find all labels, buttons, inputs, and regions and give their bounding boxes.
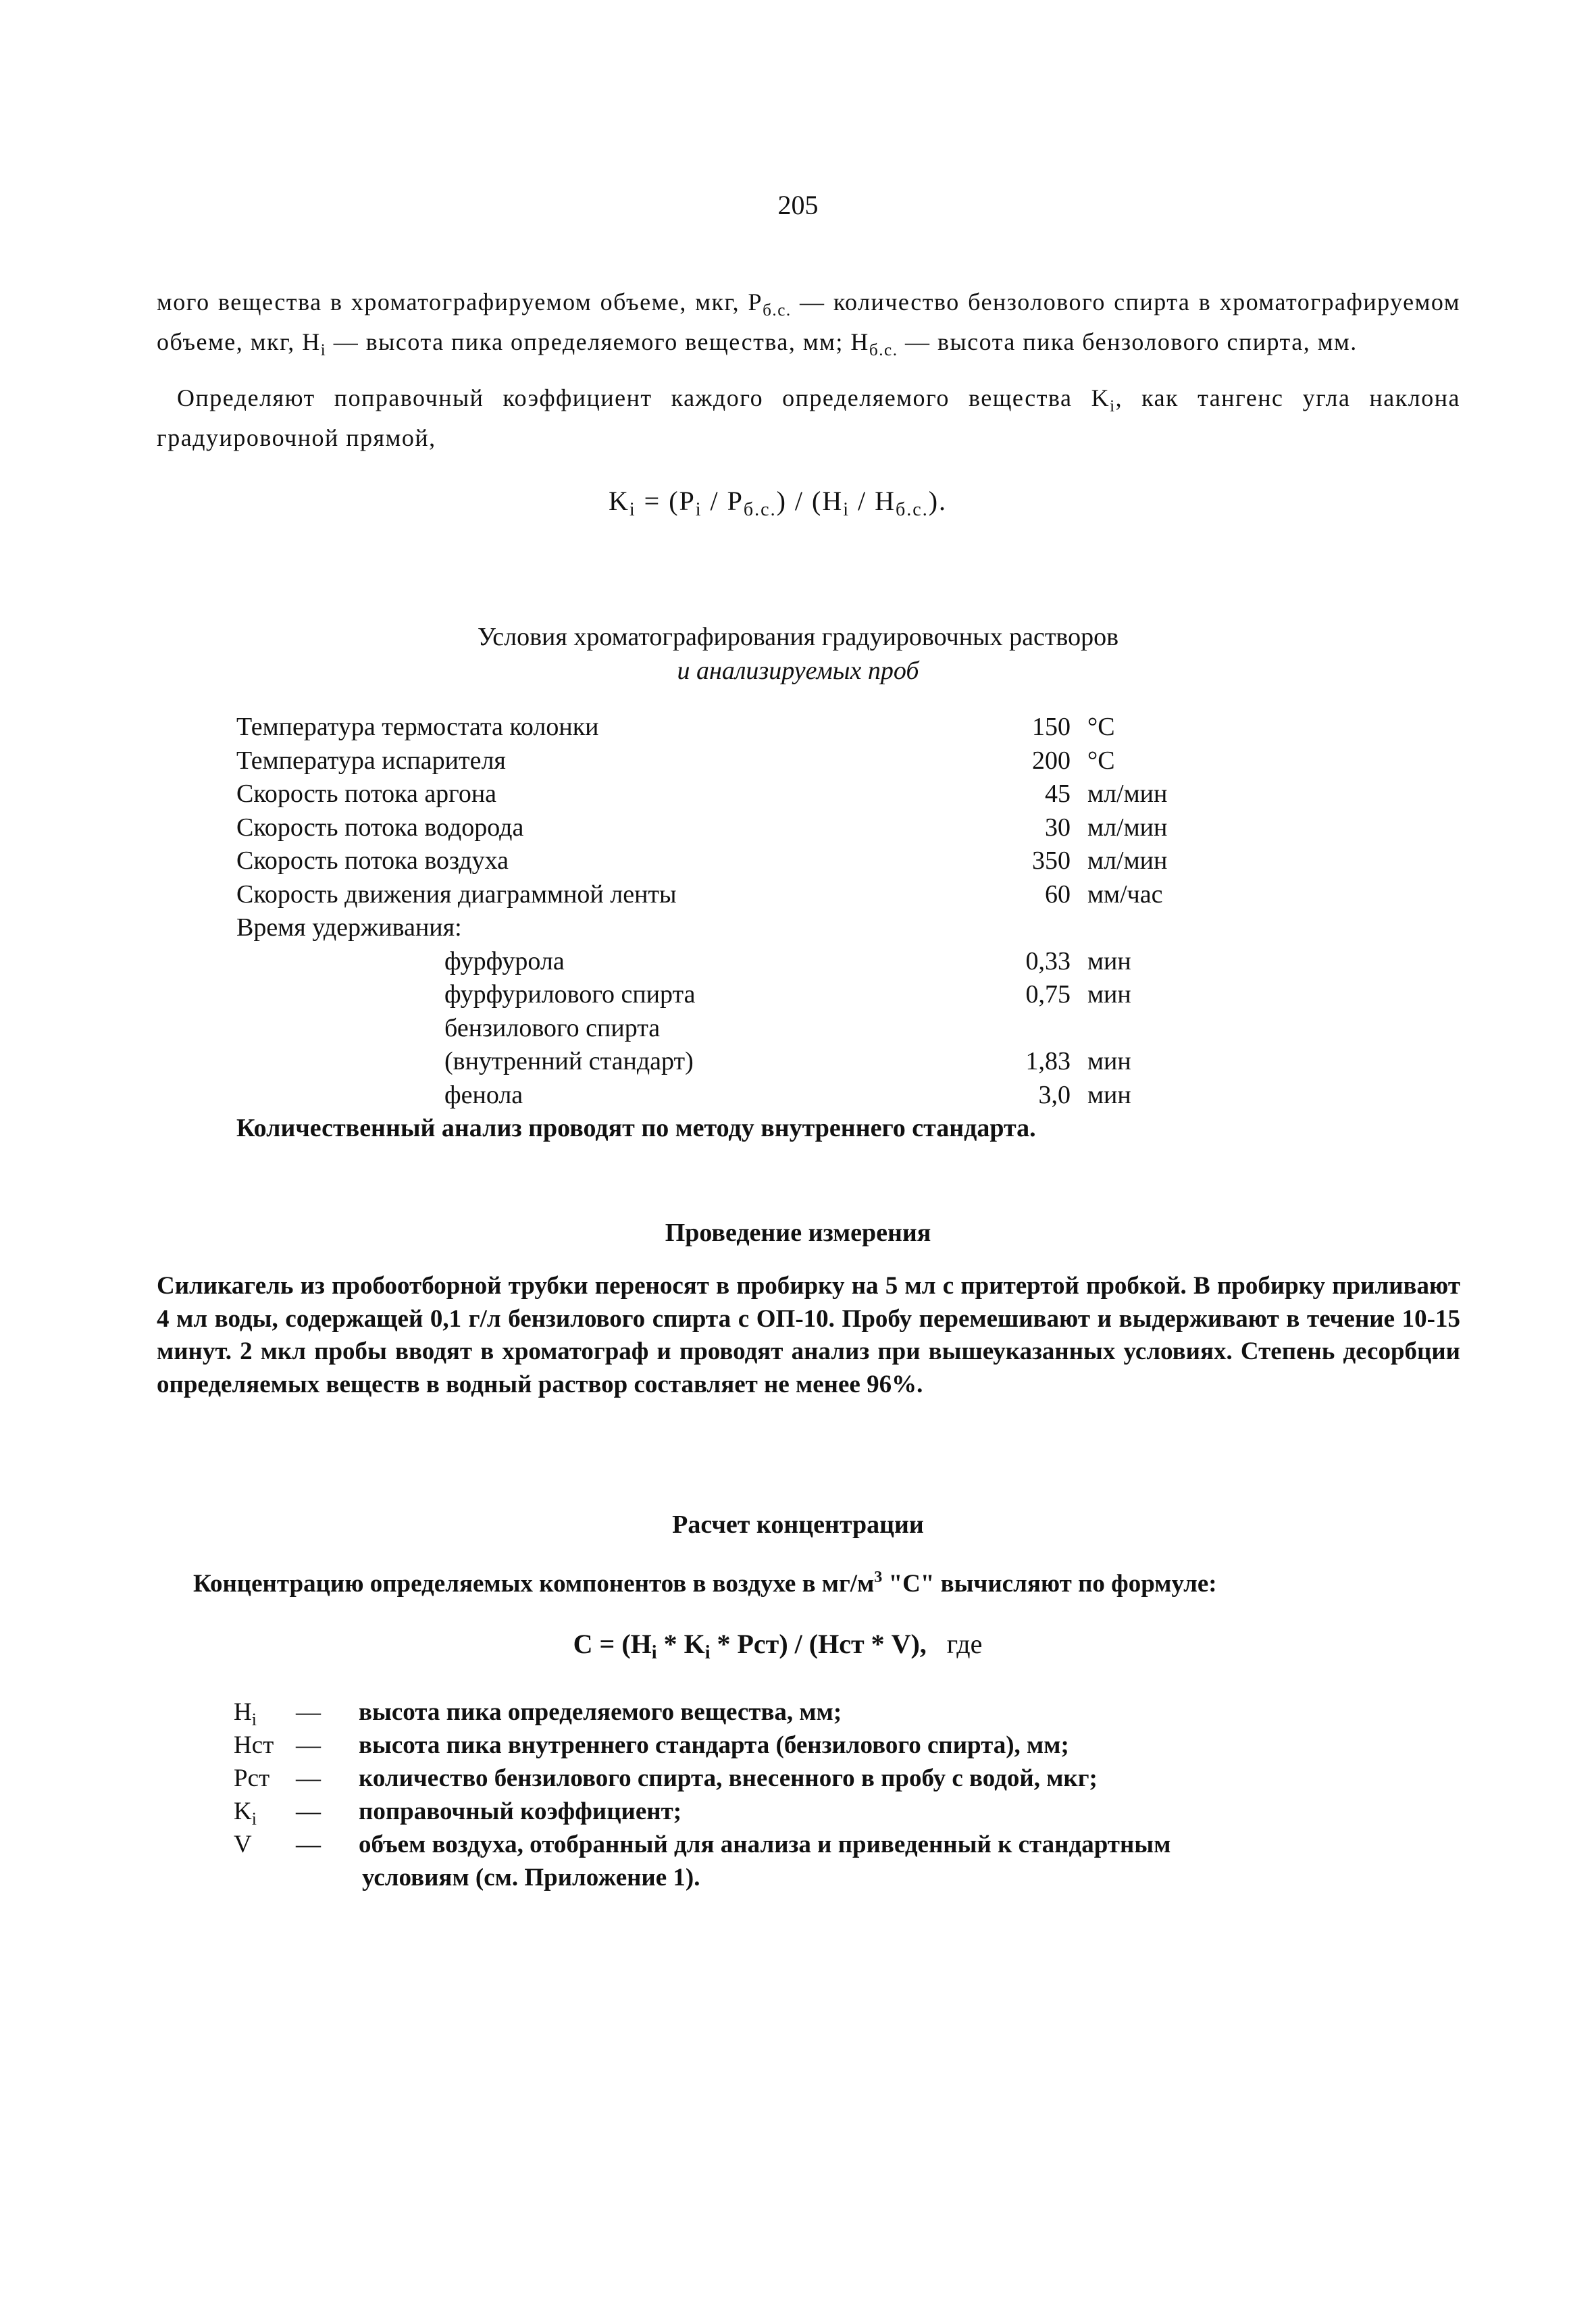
section-heading-conditions: [0, 620, 1596, 688]
condition-value: 45: [1045, 780, 1071, 808]
legend-row: [234, 1696, 1382, 1729]
p1-text-a: мого вещества в хроматографируемом объеме, мкг, Р: [157, 288, 763, 315]
legend-dash: —: [296, 1798, 321, 1825]
condition-row: [236, 1079, 1216, 1113]
legend-text: высота пика внутреннего стандарта (бензилового спирта), мм;: [359, 1731, 1069, 1759]
condition-label: Температура испарителя: [236, 746, 506, 775]
condition-label: фенола: [444, 1080, 523, 1109]
legend-symbol-sub: i: [251, 1809, 257, 1829]
f1-p-sub: i: [695, 499, 702, 520]
condition-row: [236, 778, 1216, 811]
f1-eq: = (P: [636, 486, 696, 516]
f1-mid: ) / (H: [776, 486, 844, 516]
condition-row: [236, 1045, 1216, 1079]
f2-where: где: [946, 1629, 983, 1659]
condition-row: [236, 878, 1216, 912]
condition-value: 0,75: [1025, 980, 1071, 1009]
f1-end: ).: [928, 486, 948, 516]
legend-symbol: Нст: [234, 1731, 274, 1759]
condition-unit: мл/мин: [1087, 846, 1168, 875]
p1-text-b: — количество бензолового спирта в хроматографируемом объеме, мкг, H: [157, 288, 1460, 355]
condition-unit: мин: [1087, 1080, 1131, 1109]
legend-text: поправочный коэффициент;: [359, 1798, 682, 1825]
condition-row: [236, 978, 1216, 1012]
p2-text-b: , как тангенс угла наклона градуировочной прямой,: [157, 384, 1460, 451]
condition-label: (внутренний стандарт): [444, 1047, 694, 1075]
condition-unit: мин: [1087, 1047, 1131, 1075]
condition-label: Температура термостата колонки: [236, 713, 599, 741]
p1-sub-b: i: [320, 341, 327, 359]
p1-sub-a: б.с.: [763, 301, 792, 320]
legend-row: [234, 1795, 1382, 1828]
p1-sub-c: б.с.: [869, 341, 898, 359]
condition-row: [236, 1012, 1216, 1046]
paragraph-coefficient: [157, 382, 1460, 453]
condition-row: [236, 811, 1216, 845]
legend-dash: —: [296, 1764, 321, 1792]
paragraph-definitions: [157, 286, 1460, 366]
condition-value: 60: [1045, 880, 1071, 909]
legend-dash: —: [296, 1698, 321, 1726]
heading-line-2: и анализируемых проб: [677, 657, 919, 685]
calc-intro-b: "С" вычисляют по формуле:: [882, 1570, 1217, 1598]
condition-label: Время удерживания:: [236, 913, 462, 942]
condition-label: Скорость потока воздуха: [236, 846, 509, 875]
legend-symbol: V: [234, 1831, 252, 1858]
section-heading-measurement: Проведение измерения: [665, 1219, 931, 1247]
condition-label: фурфурола: [444, 946, 565, 975]
f1-h-sub: i: [843, 499, 850, 520]
condition-label: Скорость потока водорода: [236, 813, 524, 842]
legend-row: [234, 1762, 1382, 1795]
legend-dash: —: [296, 1831, 321, 1858]
condition-value: 30: [1045, 813, 1071, 842]
f2-a: C = (H: [573, 1629, 652, 1659]
f1-pbs-sub: б.с.: [743, 499, 777, 520]
paragraph-calc-intro: [193, 1569, 1217, 1598]
f2-b: * K: [657, 1629, 705, 1659]
legend-text: количество бензилового спирта, внесенного в пробу с водой, мкг;: [359, 1764, 1098, 1792]
calc-intro-sup: 3: [874, 1569, 883, 1586]
section-heading-calculation: Расчет концентрации: [672, 1510, 924, 1539]
page-number: 205: [777, 190, 819, 220]
condition-unit: мл/мин: [1087, 780, 1168, 808]
condition-unit: °С: [1087, 746, 1115, 775]
condition-row: [236, 744, 1216, 778]
condition-unit: мм/час: [1087, 880, 1163, 909]
p1-text-c: — высота пика определяемого вещества, мм; H: [326, 328, 869, 355]
condition-label: бензилового спирта: [444, 1013, 661, 1042]
quant-note: Количественный анализ проводят по методу внутреннего стандарта.: [236, 1114, 1036, 1142]
condition-label: Скорость потока аргона: [236, 780, 497, 808]
legend-dash: —: [296, 1731, 321, 1759]
condition-unit: °С: [1087, 713, 1115, 741]
condition-row: [236, 945, 1216, 979]
calc-intro-a: Концентрацию определяемых компонентов в воздухе в мг/м: [193, 1570, 875, 1598]
legend-symbol: $H_i$: [234, 1698, 257, 1729]
condition-row: [236, 711, 1216, 744]
formula-coefficient: [0, 485, 1576, 521]
legend-text: объем воздуха, отобранный для анализа и приведенный к стандартным: [359, 1831, 1171, 1858]
legend-symbol: $K_i$: [234, 1798, 257, 1829]
condition-row: [236, 911, 1216, 945]
legend-row: [234, 1729, 1382, 1762]
condition-unit: мл/мин: [1087, 813, 1168, 842]
condition-row: [236, 844, 1216, 878]
p2-sub-a: i: [1110, 397, 1116, 415]
legend-symbol: Рст: [234, 1764, 270, 1792]
f1-div2: / H: [850, 486, 896, 516]
formula-legend: [234, 1696, 1382, 1894]
p2-text-a: Определяют поправочный коэффициент каждого определяемого вещества K: [177, 384, 1110, 411]
f2-h-sub: i: [651, 1642, 657, 1663]
conditions-table: [236, 711, 1216, 1112]
condition-value: 1,83: [1025, 1047, 1071, 1075]
f2-c: * Рст) / (Нст * V),: [710, 1629, 927, 1659]
legend-row: [234, 1828, 1382, 1861]
condition-value: 350: [1032, 846, 1071, 875]
condition-unit: мин: [1087, 980, 1131, 1009]
condition-value: 200: [1032, 746, 1071, 775]
f1-div1: / P: [702, 486, 744, 516]
f2-k-sub: i: [704, 1642, 711, 1663]
formula-concentration: [0, 1628, 1576, 1664]
condition-value: 150: [1032, 713, 1071, 741]
legend-text: условиям (см. Приложение 1).: [362, 1864, 700, 1891]
f1-k: K: [608, 486, 629, 516]
p1-text-d: — высота пика бензолового спирта, мм.: [898, 328, 1358, 355]
condition-label: фурфурилового спирта: [444, 980, 696, 1009]
legend-row: [234, 1861, 1382, 1894]
legend-symbol-sub: i: [251, 1710, 257, 1729]
f1-hbs-sub: б.с.: [896, 499, 929, 520]
condition-unit: мин: [1087, 946, 1131, 975]
paragraph-measurement: Силикагель из пробоотборной трубки переносят в пробирку на 5 мл с притертой пробкой. В пробирку приливают 4 мл воды, содержащей 0,1 г/л бензилового спирта с ОП-10. Пробу перемешивают и выдерживают в течение 10-15 минут. 2 мкл пробы вводят в хроматограф и проводят анализ при вышеуказанных условиях. Степень десорбции определяемых веществ в водный раствор составляет не менее 96%.: [157, 1272, 1460, 1398]
f1-k-sub: i: [629, 499, 636, 520]
condition-value: 0,33: [1025, 946, 1071, 975]
legend-text: высота пика определяемого вещества, мм;: [359, 1698, 842, 1726]
condition-label: Скорость движения диаграммной ленты: [236, 880, 677, 909]
heading-line-1: Условия хроматографирования градуировочных растворов: [477, 623, 1119, 651]
condition-value: 3,0: [1038, 1080, 1071, 1109]
